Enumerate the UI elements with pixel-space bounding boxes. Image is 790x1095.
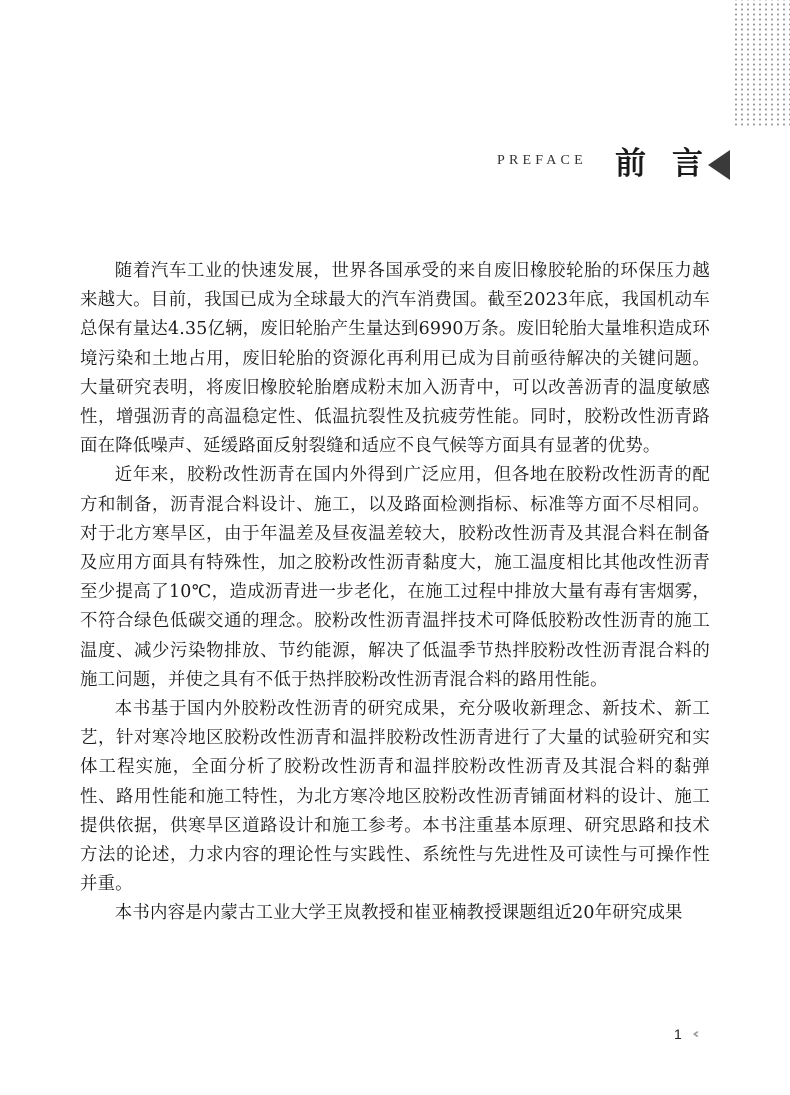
page-number: 1: [674, 1026, 682, 1042]
paragraph-3: 本书基于国内外胶粉改性沥青的研究成果，充分吸收新理念、新技术、新工艺，针对寒冷地区胶粉改性沥青和温拌胶粉改性沥青进行了大量的试验研究和实体工程实施，全面分析了胶粉改性沥青和温拌胶粉改性沥青及其混合料的黏弹性、路用性能和施工特性，为北方寒冷地区胶粉改性沥青铺面材料的设计、施工提供依据，供寒旱区道路设计和施工参考。本书注重基本原理、研究思路和技术方法的论述，力求内容的理论性与实践性、系统性与先进性及可读性与可操作性并重。: [80, 699, 710, 895]
preface-chinese-title: 前言: [615, 146, 729, 182]
preface-body: [80, 257, 710, 929]
preface-english-title: PREFACE: [497, 153, 587, 168]
paragraph-4: 本书内容是内蒙古工业大学王岚教授和崔亚楠教授课题组近20年研究成果: [114, 903, 683, 924]
decorative-dot-pattern: [733, 0, 790, 128]
paragraph-2: 近年来，胶粉改性沥青在国内外得到广泛应用，但各地在胶粉改性沥青的配方和制备，沥青混合料设计、施工，以及路面检测指标、标准等方面不尽相同。对于北方寒旱区，由于年温差及昼夜温差较大，胶粉改性沥青及其混合料在制备及应用方面具有特殊性，加之胶粉改性沥青黏度大，施工温度相比其他改性沥青至少提高了10℃，造成沥青进一步老化，在施工过程中排放大量有毒有害烟雾，不符合绿色低碳交通的理念。胶粉改性沥青温拌技术可降低胶粉改性沥青的施工温度、减少污染物排放、节约能源，解决了低温季节热拌胶粉改性沥青混合料的施工问题，并使之具有不低于热拌胶粉改性沥青混合料的路用性能。: [80, 465, 710, 690]
paragraph-1: 随着汽车工业的快速发展，世界各国承受的来自废旧橡胶轮胎的环保压力越来越大。目前，我国已成为全球最大的汽车消费国。截至2023年底，我国机动车总保有量达4.35亿辆，废旧轮胎产生量达到6990万条。废旧轮胎大量堆积造成环境污染和土地占用，废旧轮胎的资源化再利用已成为目前亟待解决的关键问题。大量研究表明，将废旧橡胶轮胎磨成粉末加入沥青中，可以改善沥青的温度敏感性，增强沥青的高温稳定性、低温抗裂性及抗疲劳性能。同时，胶粉改性沥青路面在降低噪声、延缓路面反射裂缝和适应不良气候等方面具有显著的优势。: [80, 261, 710, 457]
title-triangle-icon: [708, 150, 730, 180]
